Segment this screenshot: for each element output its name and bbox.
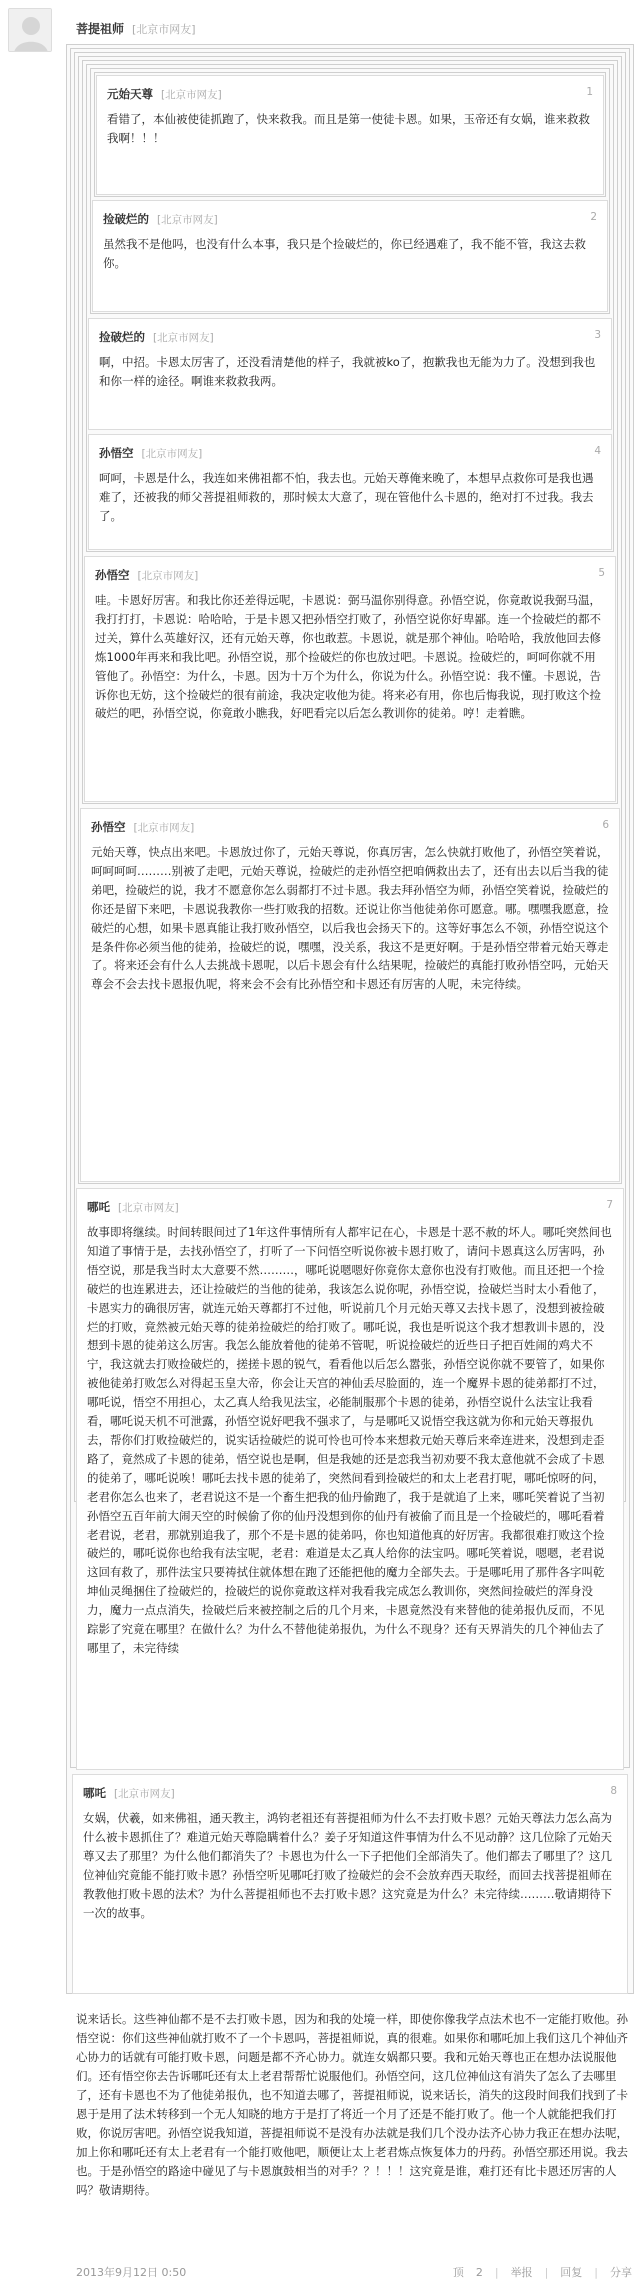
quote-text: 看错了，本仙被使徒抓跑了，快来救我。而且是第一使徒卡恩。如果，玉帝还有女娲，谁来救救我啊！！！ — [107, 112, 590, 145]
reply-button[interactable]: 回复 — [560, 2266, 583, 2279]
quote-text: 哇。卡恩好厉害。和我比你还差得远呢，卡恩说：弼马温你别得意。孙悟空说，你竟敢说我弼马温，我打打打，卡恩说：哈哈哈，于是卡恩又把孙悟空打败了，孙悟空说你好卑鄙。连一个捡破烂的都不过关，算什么英雄好汉，还有元始天尊，你也敢惹。卡恩说，就是那个神仙。哈哈哈，我放他回去修炼1000年再来和我比吧。孙悟空说，那个捡破烂的你也放过吧。卡恩说。捡破烂的，呵呵你就不用管他了。孙悟空：为什么，卡恩。因为十万个为什么，你说为什么。孙悟空说：我不懂。卡恩说，告诉你也无妨，这个捡破烂的很有前途，我决定收他为徒。将来必有用，你也后悔我说，现打败这个捡破烂的吧，孙悟空说，你竟敢小瞧我，好吧看完以后怎么教训你的徒弟。哼！走着瞧。 — [95, 593, 601, 721]
quote-item — [72, 1774, 628, 1994]
quote-floor-number: 4 — [594, 445, 601, 457]
quote-header — [83, 1783, 617, 1809]
quote-location: [北京市网友] — [137, 570, 199, 582]
upvote-count: 2 — [475, 2266, 483, 2279]
upvote-button[interactable] — [441, 2266, 483, 2279]
post-author-name[interactable]: 菩提祖师 — [76, 22, 125, 36]
share-button[interactable]: 分享 — [610, 2266, 632, 2279]
quote-text: 女娲，伏羲，如来佛祖，通天教主，鸿钧老祖还有菩提祖师为什么不去打败卡恩？元始天尊法力怎么高为什么被卡恩抓住了？难道元始天尊隐瞒着什么？姜子牙知道这件事情为什么不见动静？这几位除了元始天尊又去了那里？为什么他们都消失了？卡恩也为什么一下子把他们全部消失了。他们都去了哪里了？这几位神仙究竟能不能打败卡恩？孙悟空听见哪吒打败了捡破烂的会不会放弃西天取经，而回去找菩提祖师在教教他打败卡恩的法术？为什么菩提祖师也不去打败卡恩？这究竟是为什么？未完待续………敬请期待下一次的故事。 — [83, 1811, 612, 1920]
action-divider: | — [494, 2266, 499, 2279]
quote-text: 故事即将继续。时间转眼间过了1年这件事情所有人都牢记在心，卡恩是十恶不赦的坏人。哪吒突然间也知道了事情于是，去找孙悟空了，打听了一下问悟空听说你被卡恩打败了，请问卡恩真这么厉害吗，孙悟空说，那是我当时太大意要不然………，哪吒说嗯嗯好你竟你太意你也没有打败他。而且还把一个捡破烂的也连累进去，还让捡破烂的当他的徒弟，我该怎么说你呢，孙悟空说，捡破烂当时太小看他了，卡恩实力的确很厉害，就连元始天尊都打不过他，听说前几个月元始天尊又去找卡恩了，没想到被捡破烂的打败，竟然被元始天尊的徒弟捡破烂的给打败了。哪吒说，我也是听说这个我才想教训卡恩的，没想到卡恩的徒弟这么厉害。我怎么能放着他的徒弟不管呢，听说捡破烂的近些日子把百姓闹的鸡犬不宁，我这就去打败捡破烂的，搓搓卡恩的锐气，看看他以后怎么嚣张，孙悟空说你就不要管了，如果你被他徒弟打败怎么对得起玉皇大帝，你会让天宫的神仙丢尽脸面的，连一个魔界卡恩的徒弟都打不过，哪吒说，悟空不用担心，太乙真人给我见法宝，必能制服那个卡恩的徒弟，孙悟空说什么法宝让我看看，哪吒说天机不可泄露，孙悟空说好吧我不强求了，与是哪吒又说悟空我这就为你和元始天尊报仇去，帮你们打败捡破烂的，说实话捡破烂的说可怜也可怜本来想救元始天尊后来牵连进来，没想到走歪路了，竟然成了卡恩的徒弟，悟空说也是啊，但是我她的还是恋我当初劝要不我太意他就不会成了卡恩的徒弟了，哪吒说唉！哪吒去找卡恩的徒弟了，突然间看到捡破烂的和太上老君打呢，哪吒惊呀的问，老君你怎么也来了，老君说这不是一个畜生把我的仙丹偷跑了，我于是就追了上来，哪吒笑着说了当初孙悟空五百年前大闹天空的时候偷了你的仙丹没想到你的仙丹有被偷了而且是一个捡破烂的，哪吒看着老君说，老君，那就别追我了，那个不是卡恩的徒弟吗，你也知道他真的好厉害。我都很难打败这个捡破烂的，哪吒说你也给我有法宝呢，老君：难道是太乙真人给你的法宝吗。哪吒笑着说，嗯嗯，老君说这回有救了，那件法宝只要祷拭住就体想在跑了还能把他的魔力全部失去。于是哪吒用了那件各字叫乾坤仙灵绳捆住了捡破烂的，捡破烂的说你竟敢这样对我看我完成怎么教训你，突然间捡破烂的浑身没力，魔力一点点消失，捡破烂后来被控制之后的几个月来，卡恩竟然没有来替他的徒弟报仇反而，不见踪影了究竟在哪里？在做什么？为什么不替他徒弟报仇，为什么不现身？还有天界消失的几个神仙去了哪里了，未完待续 — [87, 1225, 612, 1655]
quote-item — [84, 556, 616, 802]
quote-header — [99, 443, 601, 469]
upvote-label: 顶 — [452, 2266, 464, 2279]
quote-floor-number: 2 — [590, 211, 597, 223]
quote-header — [99, 327, 601, 353]
quote-author[interactable]: 捡破烂的 — [99, 330, 145, 344]
quote-floor-number: 6 — [602, 819, 609, 831]
avatar[interactable] — [8, 8, 52, 52]
quote-location: [北京市网友] — [114, 1788, 175, 1800]
quote-header — [103, 209, 597, 235]
quote-author[interactable]: 捡破烂的 — [103, 212, 149, 226]
quote-text: 元始天尊，快点出来吧。卡恩放过你了，元始天尊说，你真厉害，怎么快就打败他了，孙悟空笑着说，呵呵呵呵………别被了走吧，元始天尊说，捡破烂的走孙悟空把咱俩救出去了，还有出去以后当我的徒弟吧，捡破烂的说，我才不愿意你怎么弱都打不过卡恩。我去拜孙悟空为师，孙悟空笑着说，捡破烂的你还是留下来吧，卡恩说我教你一些打败我的招数。还说让你当他徒弟你可愿意。哪。嘿嘿我愿意，捡破烂的心想，如果卡恩真能让我打败孙悟空，以后我也会扬天下的。这等好事怎么不领，孙悟空说这个是条件你必须当他的徒弟，捡破烂的说，嘿嘿，没关系，我这不是更好啊。于是孙悟空带着元始天尊走了。将来还会有什么人去挑战卡恩呢，以后卡恩会有什么结果呢，捡破烂的真能打败孙悟空吗，元始天尊会不会去找卡恩报仇呢，将来会不会有比孙悟空和卡恩还有厉害的人呢，未完待续。 — [91, 845, 609, 992]
post-date: 2013年9月12日 0:50 — [76, 2266, 187, 2279]
quote-location: [北京市网友] — [161, 89, 222, 101]
quote-text: 呵呵，卡恩是什么，我连如来佛祖都不怕，我去也。元始天尊俺来晚了，本想早点救你可是我也遇难了，还被我的师父菩提祖师救的，那时候太大意了，现在管他什么卡恩的，绝对打不过我。我去了。 — [99, 471, 594, 523]
quote-header — [87, 1197, 613, 1223]
quote-header — [95, 565, 605, 591]
quote-author[interactable]: 哪吒 — [83, 1786, 106, 1800]
report-button[interactable]: 举报 — [510, 2266, 533, 2279]
quote-item — [76, 1188, 624, 1770]
quote-item — [92, 200, 608, 312]
quote-floor-number: 8 — [610, 1785, 617, 1797]
post-author[interactable] — [76, 20, 196, 37]
quote-floor-number: 1 — [586, 86, 593, 98]
quote-author[interactable]: 孙悟空 — [91, 820, 126, 834]
quote-floor-number: 5 — [598, 567, 605, 579]
quote-item — [96, 75, 604, 195]
quote-item — [88, 434, 612, 550]
quote-floor-number: 3 — [594, 329, 601, 341]
quote-location: [北京市网友] — [153, 332, 214, 344]
quote-author[interactable]: 元始天尊 — [107, 87, 153, 101]
action-divider: | — [544, 2266, 549, 2279]
quote-header — [107, 84, 593, 110]
quote-location: [北京市网友] — [141, 448, 203, 460]
quote-author[interactable]: 孙悟空 — [95, 568, 130, 582]
post-body: 说来话长。这些神仙都不是不去打败卡恩，因为和我的处境一样，即使你像我学点法术也不一定能打败他。孙悟空说：你们这些神仙就打败不了一个卡恩吗，菩提祖师说，真的很难。如果你和哪吒加上我们这几个神仙齐心协力的话就有可能打败卡恩，问题是都不齐心协力。就连女娲都只要。我和元始天尊也正在想办法说服他们。还有悟空你去告诉哪吒还有太上老君帮帮忙说服他们。孙悟空问，这几位神仙这有消失了怎么了去哪里了，还有卡恩也不为了他徒弟报仇，也不知道去哪了，菩提祖师说，说来话长，消失的这段时间我们找到了卡恩于是用了法术转移到一个无人知晓的地方于是打了将近一个月了还是不能打败了。他一个人就能把我们打败，你说厉害吧。孙悟空说我知道，菩提祖师说不是没有办法就是我们几个没办法齐心协力我正在想办法呢，加上你和哪吒还有太上老君有一个能打败他吧，顺便让太上老君炼点恢复体力的丹药。孙悟空那还用说。我去也。于是孙悟空的路途中碰见了与卡恩旗鼓相当的对手？？！！！这究竟是谁，难打还有比卡恩还厉害的人吗？敬请期待。 — [76, 2012, 628, 2197]
quote-header — [91, 817, 609, 843]
quote-text: 啊，中招。卡恩太厉害了，还没看清楚他的样子，我就被ko了，抱歉我也无能为力了。没想到我也和你一样的途径。啊谁来救救我两。 — [99, 355, 596, 388]
quote-item — [80, 808, 620, 1182]
quote-location: [北京市网友] — [118, 1202, 179, 1214]
post-author-location: [北京市网友] — [132, 23, 196, 36]
quote-location: [北京市网友] — [157, 214, 218, 226]
post-actions — [429, 2262, 632, 2284]
quote-floor-number: 7 — [606, 1199, 613, 1211]
avatar-icon — [9, 9, 52, 52]
action-divider: | — [594, 2266, 598, 2279]
quote-location: [北京市网友] — [133, 822, 195, 834]
post-footer — [76, 2262, 632, 2284]
quote-text: 虽然我不是他吗，也没有什么本事，我只是个捡破烂的，你已经遇难了，我不能不管，我这去救你。 — [103, 237, 586, 270]
quote-item — [88, 318, 612, 430]
quote-author[interactable]: 哪吒 — [87, 1200, 110, 1214]
quote-author[interactable]: 孙悟空 — [99, 446, 134, 460]
